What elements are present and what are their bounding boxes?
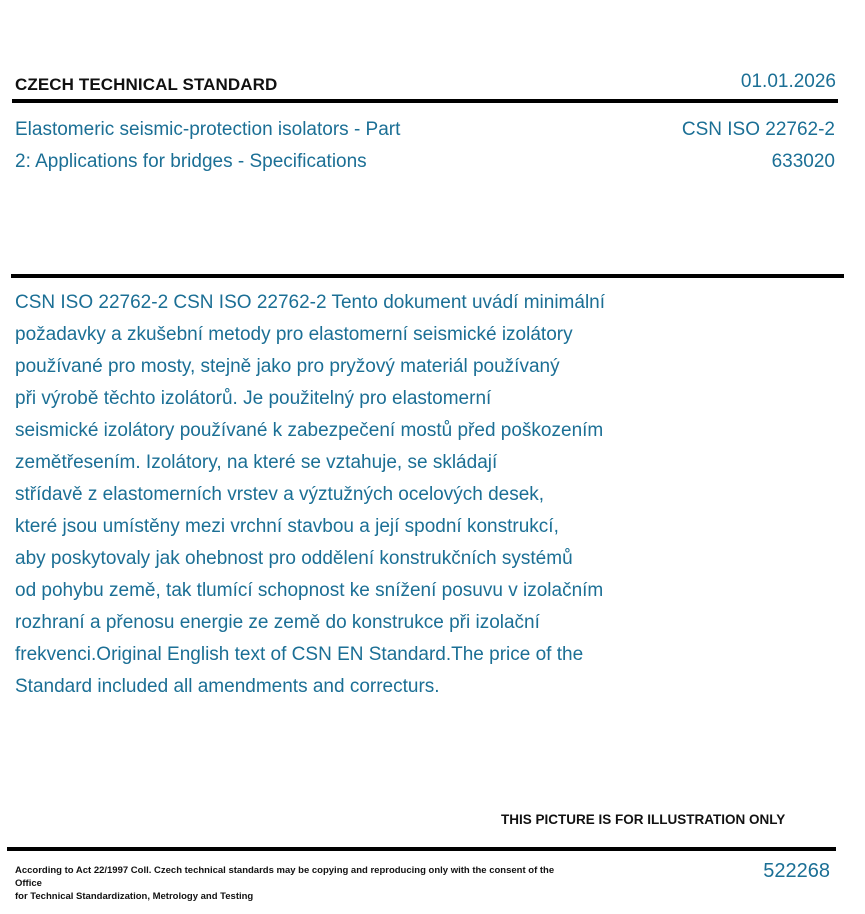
abstract-line: seismické izolátory používané k zabezpečení mostů před poškozením <box>15 420 604 441</box>
document-title-line: 2: Applications for bridges - Specifications <box>15 151 367 172</box>
abstract-line: používané pro mosty, stejně jako pro pryžový materiál používaný <box>15 356 560 377</box>
document-identifiers <box>682 114 835 178</box>
abstract-line: Standard included all amendments and correcturs. <box>15 676 440 697</box>
abstract-line: požadavky a zkušební metody pro elastomerní seismické izolátory <box>15 324 573 345</box>
abstract-line: rozhraní a přenosu energie ze země do konstrukce při izolační <box>15 612 540 633</box>
standard-code: CSN ISO 22762-2 <box>681 119 835 140</box>
header-divider <box>12 99 838 103</box>
abstract-text <box>15 287 715 703</box>
title-divider <box>11 274 844 278</box>
abstract-line: od pohybu země, tak tlumící schopnost ke snížení posuvu v izolačním <box>15 580 604 601</box>
product-id: 522268 <box>763 860 830 882</box>
legal-notice <box>15 864 575 903</box>
footer-divider <box>7 847 836 851</box>
legal-notice-line: According to Act 22/1997 Coll. Czech technical standards may be copying and reproducing only with the consent of the Office <box>15 865 555 889</box>
abstract-line: které jsou umístěny mezi vrchní stavbou a její spodní konstrukcí, <box>15 516 559 537</box>
illustration-disclaimer: THIS PICTURE IS FOR ILLUSTRATION ONLY <box>501 812 786 827</box>
publication-date: 01.01.2026 <box>740 71 836 92</box>
abstract-line: zemětřesením. Izolátory, na které se vztahuje, se skládají <box>15 452 498 473</box>
abstract-line: frekvenci.Original English text of CSN EN Standard.The price of the <box>15 644 584 665</box>
abstract-line: při výrobě těchto izolátorů. Je použitelný pro elastomerní <box>15 388 492 409</box>
standard-type-heading: CZECH TECHNICAL STANDARD <box>15 75 278 94</box>
class-number: 633020 <box>771 151 835 172</box>
abstract-line: střídavě z elastomerních vrstev a výztužných ocelových desek, <box>15 484 545 505</box>
legal-notice-line: for Technical Standardization, Metrology and Testing <box>15 891 254 902</box>
document-title <box>15 114 475 178</box>
abstract-line: CSN ISO 22762-2 CSN ISO 22762-2 Tento dokument uvádí minimální <box>15 292 606 313</box>
abstract-line: aby poskytovaly jak ohebnost pro oddělení konstrukčních systémů <box>15 548 573 569</box>
document-title-line: Elastomeric seismic-protection isolators - Part <box>15 119 401 140</box>
